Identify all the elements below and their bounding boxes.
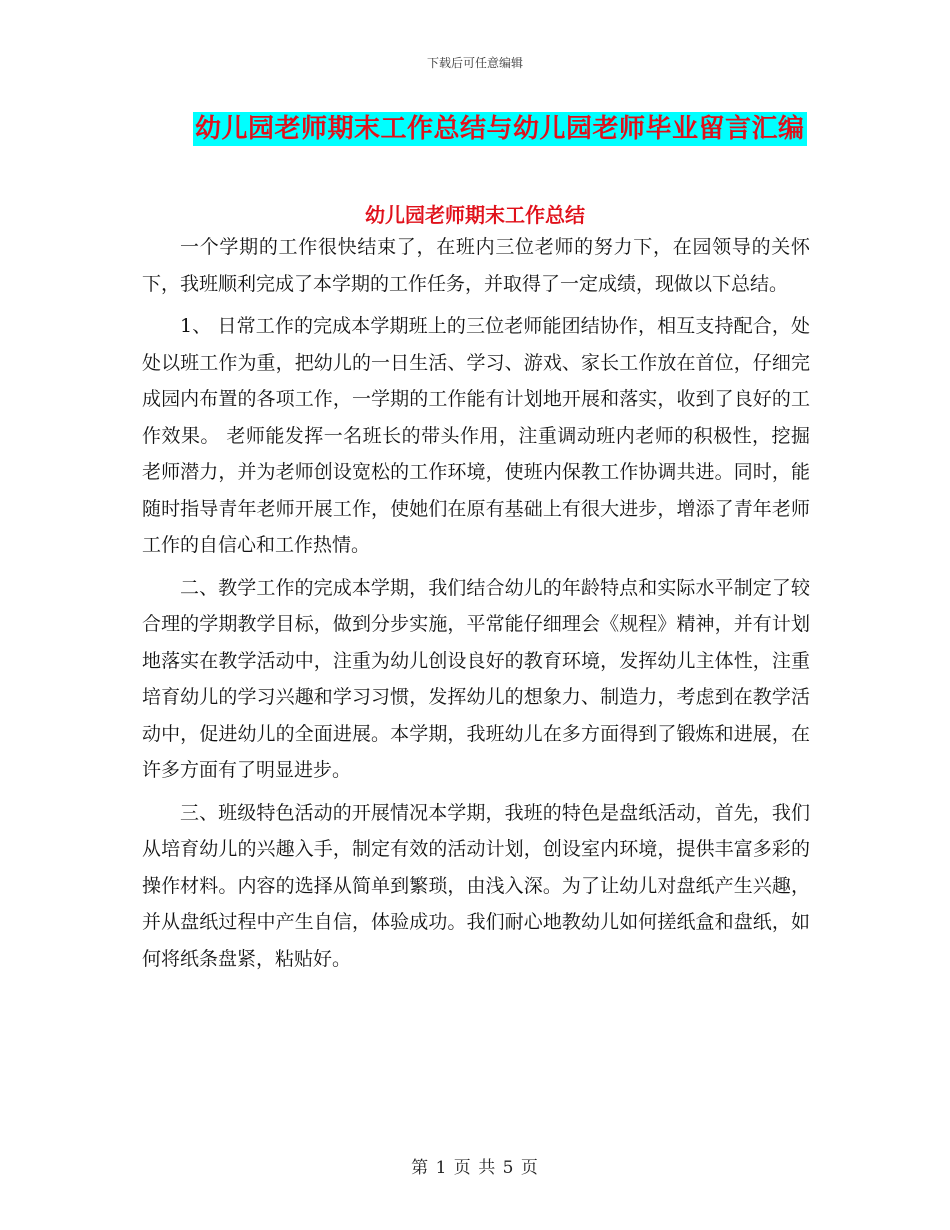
- page-number-footer: 第 1 页 共 5 页: [411, 1158, 539, 1178]
- document-body: [142, 229, 810, 977]
- paragraph-intro: 一个学期的工作很快结束了，在班内三位老师的努力下，在园领导的关怀下，我班顺利完成了本学期的工作任务，并取得了一定成绩，现做以下总结。: [142, 236, 810, 295]
- paragraph-class-activities: 三、班级特色活动的开展情况本学期，我班的特色是盘纸活动，首先，我们从培育幼儿的兴趣入手，制定有效的活动计划，创设室内环境，提供丰富多彩的操作材料。内容的选择从简单到繁琐，由浅入深。为了让幼儿对盘纸产生兴趣，并从盘纸过程中产生自信，体验成功。我们耐心地教幼儿如何搓纸盒和盘纸，如何将纸条盘紧，粘贴好。: [142, 801, 810, 970]
- paragraph-daily-work: 1、 日常工作的完成本学期班上的三位老师能团结协作，相互支持配合，处处以班工作为重，把幼儿的一日生活、学习、游戏、家长工作放在首位，仔细完成园内布置的各项工作，一学期的工作能有计划地开展和落实，收到了良好的工作效果。 老师能发挥一名班长的带头作用，注重调动班内老师的积极性，挖掘老师潜力，并为老师创设宽松的工作环境，使班内保教工作协调共进。同时，能随时指导青年老师开展工作，使她们在原有基础上有很大进步，增添了青年老师工作的自信心和工作热情。: [142, 315, 810, 556]
- paragraph-teaching-work: 二、教学工作的完成本学期，我们结合幼儿的年龄特点和实际水平制定了较合理的学期教学目标，做到分步实施，平常能仔细理会《规程》精神，并有计划地落实在教学活动中，注重为幼儿创设良好的教育环境，发挥幼儿主体性，注重培育幼儿的学习兴趣和学习习惯，发挥幼儿的想象力、制造力，考虑到在教学活动中，促进幼儿的全面进展。本学期，我班幼儿在多方面得到了锻炼和进展，在许多方面有了明显进步。: [142, 576, 810, 781]
- section-title: 幼儿园老师期末工作总结: [365, 203, 585, 227]
- page-header-note: 下载后可任意编辑: [426, 56, 523, 70]
- document-title: 幼儿园老师期末工作总结与幼儿园老师毕业留言汇编: [195, 114, 805, 144]
